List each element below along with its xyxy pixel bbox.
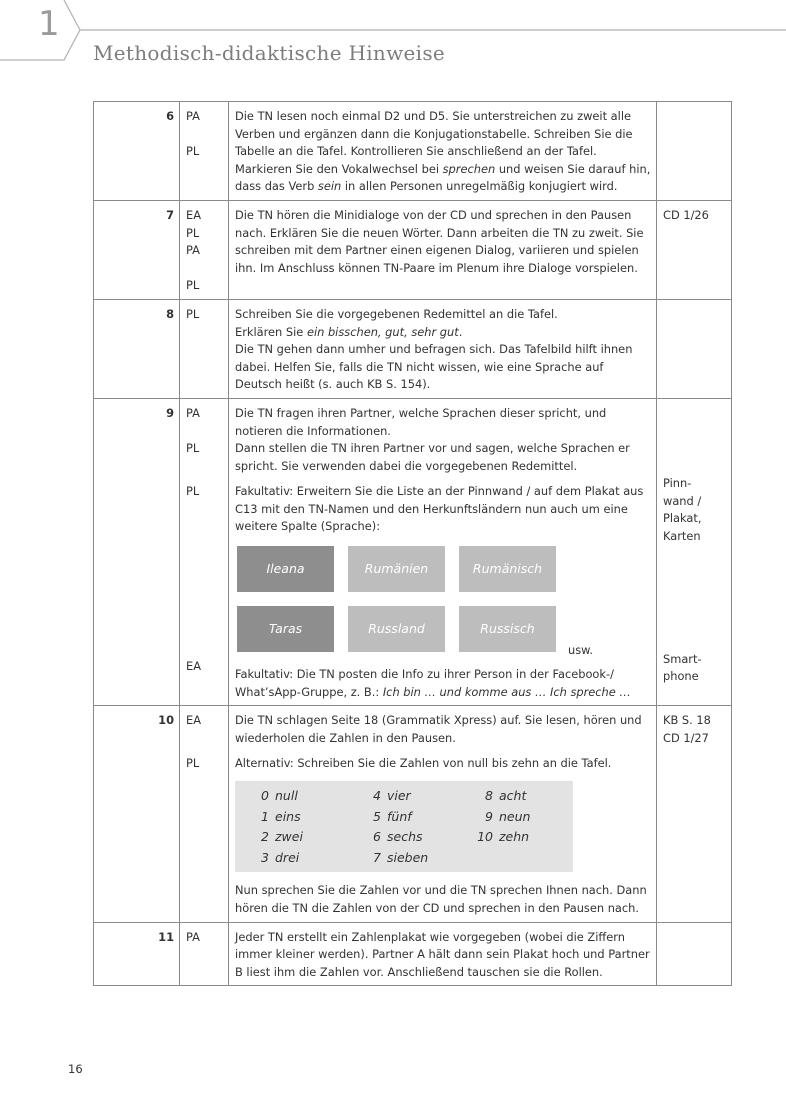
number-word: 10 zehn (477, 829, 530, 845)
number-word: 9 neun (485, 808, 531, 824)
table-row (94, 398, 732, 705)
table-row (94, 922, 732, 986)
numbers-box (235, 781, 573, 872)
step-number: 10 (94, 706, 180, 922)
step-description: Die TN hören die Minidialoge von der CD und sprechen in den Pausen nach. Erklären Sie die neuen Wörter. Dann arbeiten die TN zu zweit. Sie schreiben mit dem Partner einen eigenen Dialog, variieren und spielen ihn. Im Anschluss können TN-Paare im Plenum ihre Dialoge vorspielen. (229, 200, 657, 299)
number-word: 0 null (261, 788, 298, 804)
step-number: 8 (94, 299, 180, 398)
step-number: 7 (94, 200, 180, 299)
page-number: 16 (68, 1062, 83, 1076)
number-word: 7 sieben (373, 849, 429, 865)
step-number: 6 (94, 102, 180, 201)
step-description: Die TN fragen ihren Partner, welche Sprachen dieser spricht, und notieren die Informationen. Dann stellen die TN ihren Partner vor und sagen, welche Sprachen er spricht. Sie verwenden dabei die vorgegebenen Redemittel. Fakultativ: Erweitern Sie die Liste an der Pinnwand / auf dem Plakat aus C13 mit den TN-Namen und den Herkunftsländern nun auch um eine weitere Spalte (Sprache): Ileana Rumänien Rumänisch Taras Russland Russisch usw. Fakultativ: Die TN posten die Info zu ihrer Person in der Facebook-/ What’sApp-Gruppe, z. B.: Ich bin … und komme aus … Ich spreche … (229, 398, 657, 705)
chapter-number: 1 (38, 4, 60, 44)
number-word: 5 fünf (373, 808, 412, 824)
table-row (94, 102, 732, 201)
country-card: Russland (348, 606, 445, 652)
lesson-steps-table (93, 101, 732, 986)
social-form: EA PL PA PL (180, 200, 229, 299)
social-form: PA (180, 922, 229, 986)
step-description: Jeder TN erstellt ein Zahlenplakat wie vorgegeben (wobei die Ziffern immer kleiner werden). Partner A hält dann sein Plakat hoch und Partner B liest ihm die Zahlen vor. Anschließend tauschen sie die Rollen. (229, 922, 657, 986)
number-word: 6 sechs (373, 829, 423, 845)
step-description: Die TN lesen noch einmal D2 und D5. Sie unterstreichen zu zweit alle Verben und ergänzen dann die Konjugationstabelle. Schreiben Sie die Tabelle an die Tafel. Kontrollieren Sie anschließend an der Tafel. Markieren Sie den Vokalwechsel bei sprechen und weisen Sie darauf hin, dass das Verb sein in allen Personen unregelmäßig konjugiert wird. (229, 102, 657, 201)
number-word: 1 eins (261, 808, 301, 824)
section-title: Methodisch-didaktische Hinweise (93, 41, 446, 65)
media-cell: KB S. 18 CD 1/27 (657, 706, 732, 922)
media-cell (657, 299, 732, 398)
step-number: 11 (94, 922, 180, 986)
number-word: 3 drei (261, 849, 300, 865)
media-cell (657, 102, 732, 201)
media-cell: CD 1/26 (657, 200, 732, 299)
social-form: PA PL PL EA (180, 398, 229, 705)
name-card: Ileana (237, 546, 334, 592)
name-card: Taras (237, 606, 334, 652)
media-cell: Pinn- wand / Plakat, Karten Smart- phone (657, 398, 732, 705)
usw-label: usw. (568, 643, 594, 658)
media-cell (657, 922, 732, 986)
social-form: PA PL (180, 102, 229, 201)
number-word: 4 vier (373, 788, 411, 804)
table-row (94, 706, 732, 922)
social-form: EA PL (180, 706, 229, 922)
step-number: 9 (94, 398, 180, 705)
number-word (459, 849, 573, 867)
step-description: Schreiben Sie die vorgegebenen Redemittel an die Tafel. Erklären Sie ein bisschen, gut, sehr gut. Die TN gehen dann umher und befragen sich. Das Tafelbild hilft ihnen dabei. Helfen Sie, falls die TN nicht wissen, wie eine Sprache auf Deutsch heißt (s. auch KB S. 154). (229, 299, 657, 398)
table-row (94, 200, 732, 299)
language-card: Russisch (459, 606, 556, 652)
step-description: Die TN schlagen Seite 18 (Grammatik Xpress) auf. Sie lesen, hören und wiederholen die Zahlen in den Pausen. Alternativ: Schreiben Sie die Zahlen von null bis zehn an die Tafel. 0 null 4 vier 8 acht 1 eins 5 fünf 9 neun 2 zwei 6 sechs 10 zehn 3 drei 7 sieben Nun sprechen Sie die Zahlen vor und die TN sprechen Ihnen nach. Dann hören die TN die Zahlen von der CD und sprechen in den Pausen nach. (229, 706, 657, 922)
language-list-example (237, 546, 651, 658)
language-card: Rumänisch (459, 546, 556, 592)
table-row (94, 299, 732, 398)
country-card: Rumänien (348, 546, 445, 592)
social-form: PL (180, 299, 229, 398)
number-word: 8 acht (485, 788, 527, 804)
number-word: 2 zwei (261, 829, 303, 845)
